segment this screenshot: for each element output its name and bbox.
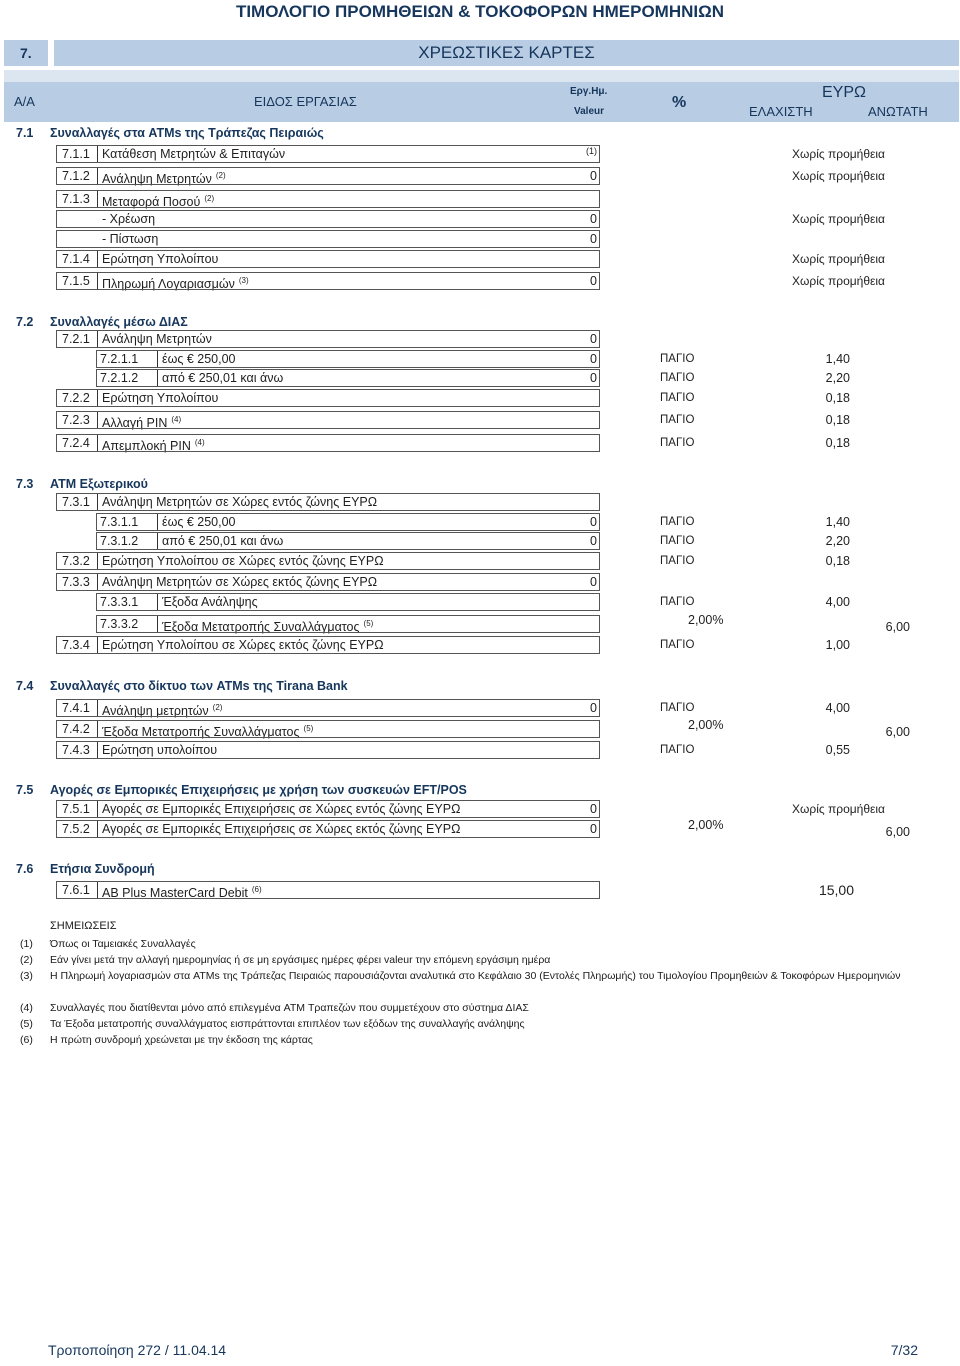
note-number: (4)	[20, 1002, 33, 1014]
max-value: Χωρίς προμήθεια	[792, 212, 885, 226]
row-cell-box	[56, 167, 600, 185]
footer-page-number: 7/32	[890, 1342, 918, 1358]
min-value: 4,00	[825, 701, 850, 715]
row-code: 7.1.2	[62, 169, 90, 183]
row-cell-box	[56, 434, 600, 452]
row-cell-box	[56, 493, 600, 511]
table-row	[0, 573, 960, 591]
pct-value: ΠΑΓΙΟ	[660, 437, 695, 449]
description-text: - Χρέωση	[102, 212, 156, 226]
description-text: Ερώτηση Υπολοίπου σε Χώρες εκτός ζώνης ΕΥΡΩ	[102, 638, 384, 652]
min-value: 1,40	[825, 352, 850, 366]
description-text: Ερώτηση Υπολοίπου	[102, 391, 219, 405]
min-value: 15,00	[818, 882, 854, 898]
header-workday: Εργ.Ημ.	[570, 86, 608, 97]
pct-value: 2,00%	[688, 718, 724, 732]
table-row	[0, 272, 960, 290]
table-row	[0, 369, 960, 387]
pct-value: ΠΑΓΙΟ	[660, 516, 695, 528]
footnote-ref: (2)	[215, 171, 226, 180]
valeur-value: 0	[590, 575, 597, 589]
note-number: (2)	[20, 954, 33, 966]
table-row	[0, 145, 960, 163]
description-text: Απεμπλοκή PIN	[102, 439, 191, 454]
note-item	[20, 970, 950, 1002]
pct-value: ΠΑΓΙΟ	[660, 535, 695, 547]
description-text: AB Plus MasterCard Debit	[102, 886, 248, 901]
group-code: 7.4	[16, 679, 34, 693]
description-text: Έξοδα Ανάληψης	[162, 595, 258, 609]
row-code: 7.2.1.1	[100, 352, 139, 366]
table-row	[0, 493, 960, 511]
table-row	[0, 230, 960, 248]
notes-section	[20, 920, 950, 1050]
group-row	[0, 860, 960, 878]
description-text: έως € 250,00	[162, 352, 236, 366]
group-title: Αγορές σε Εμπορικές Επιχειρήσεις με χρήση των συσκευών EFT/POS	[50, 783, 467, 797]
note-text: Η Πληρωμή λογαριασμών στα ATMs της Τράπεζας Πειραιώς παρουσιάζονται αναλυτικά στο Κεφάλαιο 30 (Εντολές Πληρωμής) του Τιμολογίου Προμηθειών & Τοκοφόρων Ημερομηνιών	[50, 970, 901, 982]
footnote-ref: (6)	[251, 885, 262, 894]
section-number: 7.	[4, 40, 48, 66]
row-cell-box	[56, 800, 600, 818]
row-cell-box	[96, 615, 600, 633]
max-value: 6,00	[885, 825, 910, 839]
table-row	[0, 190, 960, 208]
description-text: έως € 250,00	[162, 515, 236, 529]
row-cell-box	[56, 272, 600, 290]
section-title: ΧΡΕΩΣΤΙΚΕΣ ΚΑΡΤΕΣ	[54, 40, 959, 66]
footnote-ref: (3)	[238, 276, 249, 285]
row-code: 7.2.1.2	[100, 371, 139, 385]
note-item	[20, 1034, 950, 1050]
table-row	[0, 881, 960, 899]
footer-revision: Τροποποίηση 272 / 11.04.14	[48, 1342, 227, 1358]
min-value: 4,00	[825, 595, 850, 609]
header-aa: Α/Α	[14, 94, 35, 109]
footnote-ref: (4)	[194, 438, 205, 447]
pct-value: ΠΑΓΙΟ	[660, 414, 695, 426]
note-text: Η πρώτη συνδρομή χρεώνεται με την έκδοση της κάρτας	[50, 1034, 313, 1046]
row-code: 7.3.4	[62, 638, 90, 652]
footnote-ref: (2)	[204, 194, 215, 203]
group-title: ATM Εξωτερικού	[50, 477, 148, 491]
table-row	[0, 615, 960, 633]
row-cell-box	[56, 552, 600, 570]
note-text: Συναλλαγές που διατίθενται μόνο από επιλεγμένα ATM Τραπεζών που συμμετέχουν στο σύστημα ΔΙΑΣ	[50, 1002, 529, 1014]
pct-value: ΠΑΓΙΟ	[660, 744, 695, 756]
table-header	[4, 82, 959, 122]
table-row	[0, 434, 960, 452]
valeur-value: 0	[590, 169, 597, 183]
max-value: Χωρίς προμήθεια	[792, 252, 885, 266]
valeur-value: 0	[590, 802, 597, 816]
pct-value: ΠΑΓΙΟ	[660, 596, 695, 608]
section-spacer	[4, 70, 959, 82]
description-text: Ανάληψη Μετρητών	[102, 332, 212, 346]
header-max: ΑΝΩΤΑΤΗ	[868, 104, 928, 119]
row-code: 7.2.4	[62, 436, 90, 450]
row-cell-box	[96, 513, 600, 531]
row-code: 7.3.1.1	[100, 515, 139, 529]
pct-value: ΠΑΓΙΟ	[660, 555, 695, 567]
header-min: ΕΛΑΧΙΣΤΗ	[749, 104, 813, 119]
table-row	[0, 167, 960, 185]
header-valeur: Valeur	[574, 106, 605, 117]
document-title: ΤΙΜΟΛΟΓΙΟ ΠΡΟΜΗΘΕΙΩΝ & ΤΟΚΟΦΟΡΩΝ ΗΜΕΡΟΜΗΝΙΩΝ	[235, 2, 725, 21]
description-text: Κατάθεση Μετρητών & Επιταγών	[102, 147, 286, 161]
row-code: 7.4.2	[62, 722, 90, 736]
row-code: 7.3.1	[62, 495, 90, 509]
note-item	[20, 954, 950, 970]
table-row	[0, 552, 960, 570]
group-title: Συναλλαγές στα ATMs της Τράπεζας Πειραιώς	[50, 126, 324, 140]
table-row	[0, 250, 960, 268]
valeur-value: 0	[590, 701, 597, 715]
valeur-value: 0	[590, 371, 597, 385]
min-value: 2,20	[825, 371, 850, 385]
group-code: 7.3	[16, 477, 34, 491]
table-row	[0, 411, 960, 429]
group-code: 7.5	[16, 783, 34, 797]
valeur-value: (1)	[586, 146, 597, 156]
group-title: Συναλλαγές στο δίκτυο των ATMs της Tirana Bank	[50, 679, 348, 693]
description-text: από € 250,01 και άνω	[162, 371, 284, 385]
description-text: Αγορές σε Εμπορικές Επιχειρήσεις σε Χώρες εντός ζώνης ΕΥΡΩ	[102, 802, 461, 816]
table-row	[0, 800, 960, 818]
valeur-value: 0	[590, 274, 597, 288]
description-text: Έξοδα Μετατροπής Συναλλάγματος	[102, 725, 300, 740]
row-code: 7.2.2	[62, 391, 90, 405]
row-cell-box	[96, 350, 600, 368]
valeur-value: 0	[590, 232, 597, 246]
row-cell-box	[56, 573, 600, 591]
row-code: 7.4.3	[62, 743, 90, 757]
description-text: Ερώτηση Υπολοίπου	[102, 252, 219, 266]
table-row	[0, 513, 960, 531]
pct-value: ΠΑΓΙΟ	[660, 353, 695, 365]
group-title: Συναλλαγές μέσω ΔΙΑΣ	[50, 315, 188, 329]
note-number: (6)	[20, 1034, 33, 1046]
valeur-value: 0	[590, 352, 597, 366]
header-euro: ΕΥΡΩ	[822, 84, 866, 101]
row-code: 7.1.1	[62, 147, 90, 161]
pct-value: 2,00%	[688, 818, 724, 832]
note-item	[20, 1018, 950, 1034]
description-text: Πληρωμή Λογαριασμών	[102, 277, 235, 292]
row-code: 7.6.1	[62, 883, 90, 897]
row-code: 7.3.2	[62, 554, 90, 568]
row-cell-box	[96, 593, 600, 611]
description-text: Ανάληψη Μετρητών σε Χώρες εντός ζώνης ΕΥΡΩ	[102, 495, 378, 509]
row-code: 7.5.1	[62, 802, 90, 816]
row-cell-box	[56, 881, 600, 899]
max-value: Χωρίς προμήθεια	[792, 802, 885, 816]
description-text: Ανάληψη μετρητών	[102, 704, 209, 719]
description-text: Ανάληψη Μετρητών	[102, 172, 212, 187]
group-code: 7.6	[16, 862, 34, 876]
header-pct: %	[672, 94, 687, 111]
max-value: Χωρίς προμήθεια	[792, 274, 885, 288]
footnote-ref: (5)	[303, 724, 314, 733]
pct-value: ΠΑΓΙΟ	[660, 372, 695, 384]
pct-value: ΠΑΓΙΟ	[660, 639, 695, 651]
valeur-value: 0	[590, 822, 597, 836]
description-text: Μεταφορά Ποσού	[102, 195, 201, 210]
section-bar	[4, 40, 959, 66]
table-row	[0, 330, 960, 348]
row-cell-box	[56, 820, 600, 838]
table-row	[0, 350, 960, 368]
table-row	[0, 210, 960, 228]
table-row	[0, 820, 960, 838]
row-cell-box	[56, 411, 600, 429]
row-cell-box	[56, 720, 600, 738]
max-value: 6,00	[885, 620, 910, 634]
row-cell-box	[56, 330, 600, 348]
footnote-ref: (5)	[363, 619, 374, 628]
group-row	[0, 677, 960, 695]
group-row	[0, 781, 960, 799]
pct-value: ΠΑΓΙΟ	[660, 392, 695, 404]
description-text: Ερώτηση υπολοίπου	[102, 743, 218, 757]
valeur-value: 0	[590, 515, 597, 529]
description-text: Έξοδα Μετατροπής Συναλλάγματος	[162, 620, 360, 635]
note-number: (3)	[20, 970, 33, 982]
header-kind: ΕΙΔΟΣ ΕΡΓΑΣΙΑΣ	[254, 94, 357, 109]
note-text: Τα Έξοδα μετατροπής συναλλάγματος εισπράττονται επιπλέον των εξόδων της συναλλαγής ανάληψης	[50, 1018, 525, 1030]
table-row	[0, 720, 960, 738]
row-cell-box	[56, 145, 600, 163]
description-text: Ανάληψη Μετρητών σε Χώρες εκτός ζώνης ΕΥΡΩ	[102, 575, 378, 589]
row-code: 7.1.3	[62, 192, 90, 206]
min-value: 2,20	[825, 534, 850, 548]
row-cell-box	[56, 250, 600, 268]
note-item	[20, 938, 950, 954]
row-code: 7.2.1	[62, 332, 90, 346]
row-cell-box	[56, 210, 600, 228]
row-code: 7.3.3.1	[100, 595, 139, 609]
row-code: 7.1.5	[62, 274, 90, 288]
note-number: (5)	[20, 1018, 33, 1030]
row-cell-box	[56, 699, 600, 717]
row-cell-box	[96, 532, 600, 550]
min-value: 0,18	[825, 413, 850, 427]
row-code: 7.1.4	[62, 252, 90, 266]
valeur-value: 0	[590, 332, 597, 346]
row-cell-box	[56, 230, 600, 248]
description-text: από € 250,01 και άνω	[162, 534, 284, 548]
table-row	[0, 699, 960, 717]
valeur-value: 0	[590, 212, 597, 226]
row-cell-box	[56, 636, 600, 654]
min-value: 0,18	[825, 436, 850, 450]
row-code: 7.3.1.2	[100, 534, 139, 548]
note-item	[20, 1002, 950, 1018]
row-code: 7.3.3.2	[100, 617, 139, 631]
valeur-value: 0	[590, 534, 597, 548]
group-code: 7.1	[16, 126, 34, 140]
row-cell-box	[96, 369, 600, 387]
min-value: 1,40	[825, 515, 850, 529]
footnote-ref: (4)	[171, 415, 182, 424]
description-text: - Πίστωση	[102, 232, 159, 246]
table-row	[0, 741, 960, 759]
row-cell-box	[56, 741, 600, 759]
note-text: Όπως οι Ταμειακές Συναλλαγές	[50, 938, 196, 950]
max-value: Χωρίς προμήθεια	[792, 147, 885, 161]
pct-value: 2,00%	[688, 613, 724, 627]
group-row	[0, 313, 960, 331]
max-value: 6,00	[885, 725, 910, 739]
group-row	[0, 475, 960, 493]
table-row	[0, 636, 960, 654]
table-row	[0, 593, 960, 611]
min-value: 1,00	[825, 638, 850, 652]
footnote-ref: (2)	[212, 703, 223, 712]
description-text: Ερώτηση Υπολοίπου σε Χώρες εντός ζώνης ΕΥΡΩ	[102, 554, 384, 568]
min-value: 0,18	[825, 554, 850, 568]
pct-value: ΠΑΓΙΟ	[660, 702, 695, 714]
group-title: Ετήσια Συνδρομή	[50, 862, 155, 876]
row-code: 7.2.3	[62, 413, 90, 427]
row-code: 7.4.1	[62, 701, 90, 715]
notes-title: ΣΗΜΕΙΩΣΕΙΣ	[50, 920, 117, 932]
row-cell-box	[56, 389, 600, 407]
group-code: 7.2	[16, 315, 34, 329]
group-row	[0, 124, 960, 142]
min-value: 0,18	[825, 391, 850, 405]
note-text: Εάν γίνει μετά την αλλαγή ημερομηνίας ή σε μη εργάσιμες ημέρες φέρει valeur την επόμενη εργάσιμη ημέρα	[50, 954, 551, 966]
row-cell-box	[56, 190, 600, 208]
table-row	[0, 389, 960, 407]
note-number: (1)	[20, 938, 33, 950]
table-row	[0, 532, 960, 550]
row-code: 7.5.2	[62, 822, 90, 836]
min-value: 0,55	[825, 743, 850, 757]
row-code: 7.3.3	[62, 575, 90, 589]
max-value: Χωρίς προμήθεια	[792, 169, 885, 183]
notes-list	[20, 938, 950, 1050]
description-text: Αλλαγή PIN	[102, 416, 168, 431]
description-text: Αγορές σε Εμπορικές Επιχειρήσεις σε Χώρες εκτός ζώνης ΕΥΡΩ	[102, 822, 461, 836]
